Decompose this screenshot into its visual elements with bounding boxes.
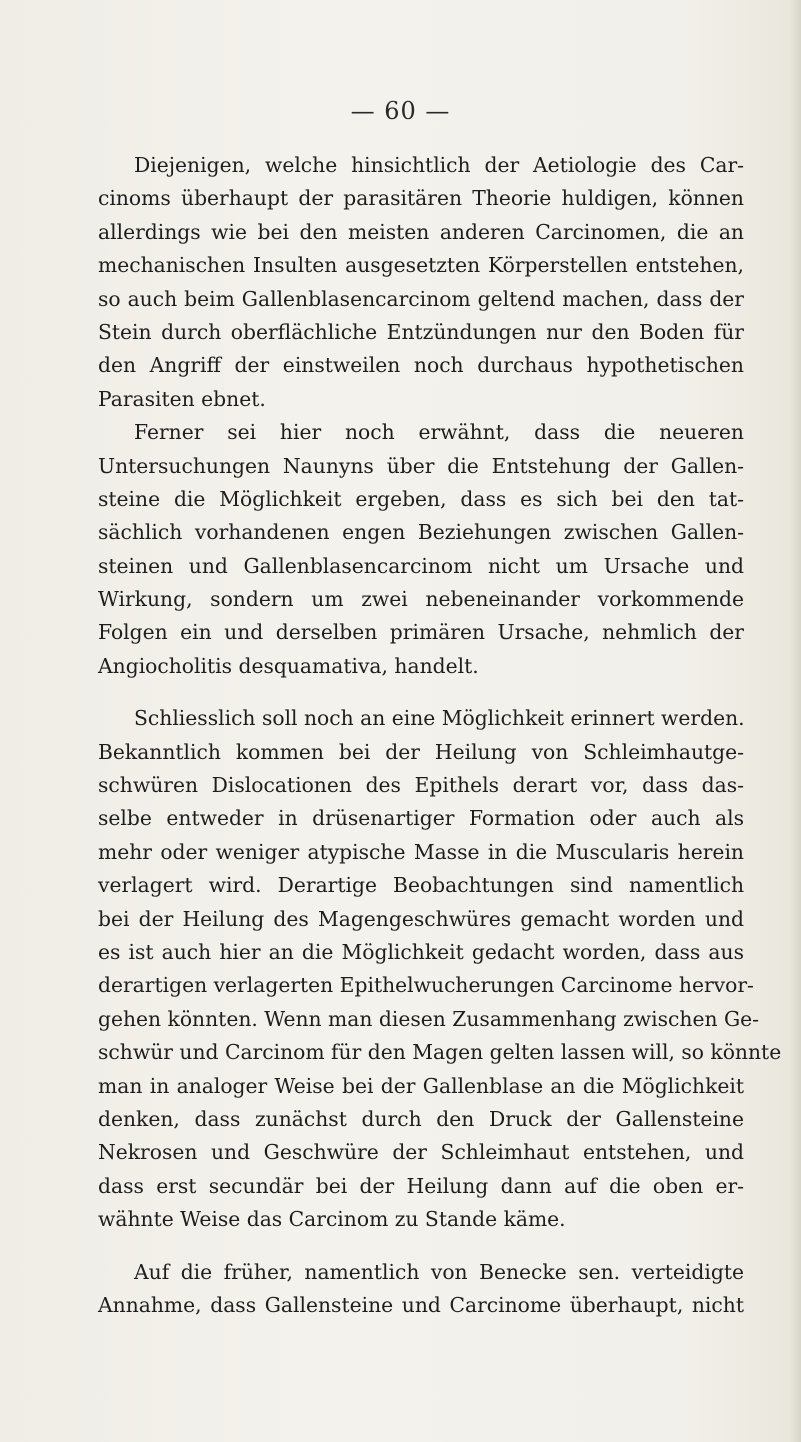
text-line: es ist auch hier an die Möglichkeit gedacht worden, dass aus — [98, 939, 744, 964]
page-edge-shadow — [789, 0, 801, 1442]
text-line: Diejenigen, welche hinsichtlich der Aetiologie des Car- — [134, 153, 744, 177]
text-line: mehr oder weniger atypische Masse in die Muscularis herein — [98, 839, 744, 864]
text-line: sächlich vorhandenen engen Beziehungen zwischen Gallen- — [98, 520, 744, 545]
text-line: schwüren Dislocationen des Epithels derart vor, dass das- — [98, 773, 744, 798]
text-line: gehen könnten. Wenn man diesen Zusammenhang zwischen Ge- — [98, 1006, 760, 1031]
text-line: allerdings wie bei den meisten anderen Carcinomen, die an — [98, 219, 744, 244]
text-line: so auch beim Gallenblasencarcinom geltend machen, dass der — [98, 286, 744, 311]
text-line: dass erst secundär bei der Heilung dann auf die oben er- — [98, 1173, 744, 1198]
page-body — [98, 149, 782, 1322]
text-line: den Angriff der einstweilen noch durchaus hypothetischen — [98, 353, 744, 378]
text-line: denken, dass zunächst durch den Druck der Gallensteine — [98, 1106, 744, 1131]
text-line: Wirkung, sondern um zwei nebeneinander vorkommende — [98, 587, 744, 612]
text-line: man in analoger Weise bei der Gallenblase an die Möglichkeit — [98, 1073, 744, 1098]
text-line: derartigen verlagerten Epithelwucherungen Carcinome hervor- — [98, 973, 754, 998]
text-line: verlagert wird. Derartige Beobachtungen sind namentlich — [98, 873, 744, 898]
text-line: wähnte Weise das Carcinom zu Stande käme. — [98, 1207, 566, 1232]
text-line: steinen und Gallenblasencarcinom nicht um Ursache und — [98, 553, 744, 578]
text-line: Untersuchungen Naunyns über die Entstehung der Gallen- — [98, 453, 744, 478]
text-line: steine die Möglichkeit ergeben, dass es sich bei den tat- — [98, 486, 744, 511]
text-line: Schliesslich soll noch an eine Möglichkeit erinnert werden. — [134, 706, 745, 731]
paragraph-spacer — [98, 683, 744, 702]
text-line: Parasiten ebnet. — [98, 386, 266, 411]
text-line: selbe entweder in drüsenartiger Formation oder auch als — [98, 806, 744, 831]
paragraph-spacer — [98, 1237, 744, 1256]
paragraph — [98, 1256, 744, 1323]
text-line: Nekrosen und Geschwüre der Schleimhaut entstehen, und — [98, 1140, 744, 1165]
text-line: schwür und Carcinom für den Magen gelten lassen will, so könnte — [98, 1040, 782, 1065]
paragraph — [98, 149, 744, 416]
text-line: Bekanntlich kommen bei der Heilung von Schleimhautge- — [98, 739, 744, 764]
text-line: Annahme, dass Gallensteine und Carcinome überhaupt, nicht — [98, 1292, 744, 1317]
text-line: Stein durch oberflächliche Entzündungen nur den Boden für — [98, 319, 744, 344]
page-number-header: — 60 — — [350, 97, 451, 125]
text-line: Folgen ein und derselben primären Ursache, nehmlich der — [98, 620, 744, 645]
text-line: cinoms überhaupt der parasitären Theorie huldigen, können — [98, 186, 744, 211]
text-line: Ferner sei hier noch erwähnt, dass die neueren — [134, 420, 744, 445]
text-line: mechanischen Insulten ausgesetzten Körperstellen entstehen, — [98, 253, 744, 278]
paragraph — [98, 416, 744, 683]
paragraph — [98, 702, 782, 1236]
text-line: Auf die früher, namentlich von Benecke sen. verteidigte — [134, 1259, 744, 1284]
text-line: bei der Heilung des Magengeschwüres gemacht worden und — [98, 906, 744, 931]
text-line: Angiocholitis desquamativa, handelt. — [98, 653, 479, 678]
